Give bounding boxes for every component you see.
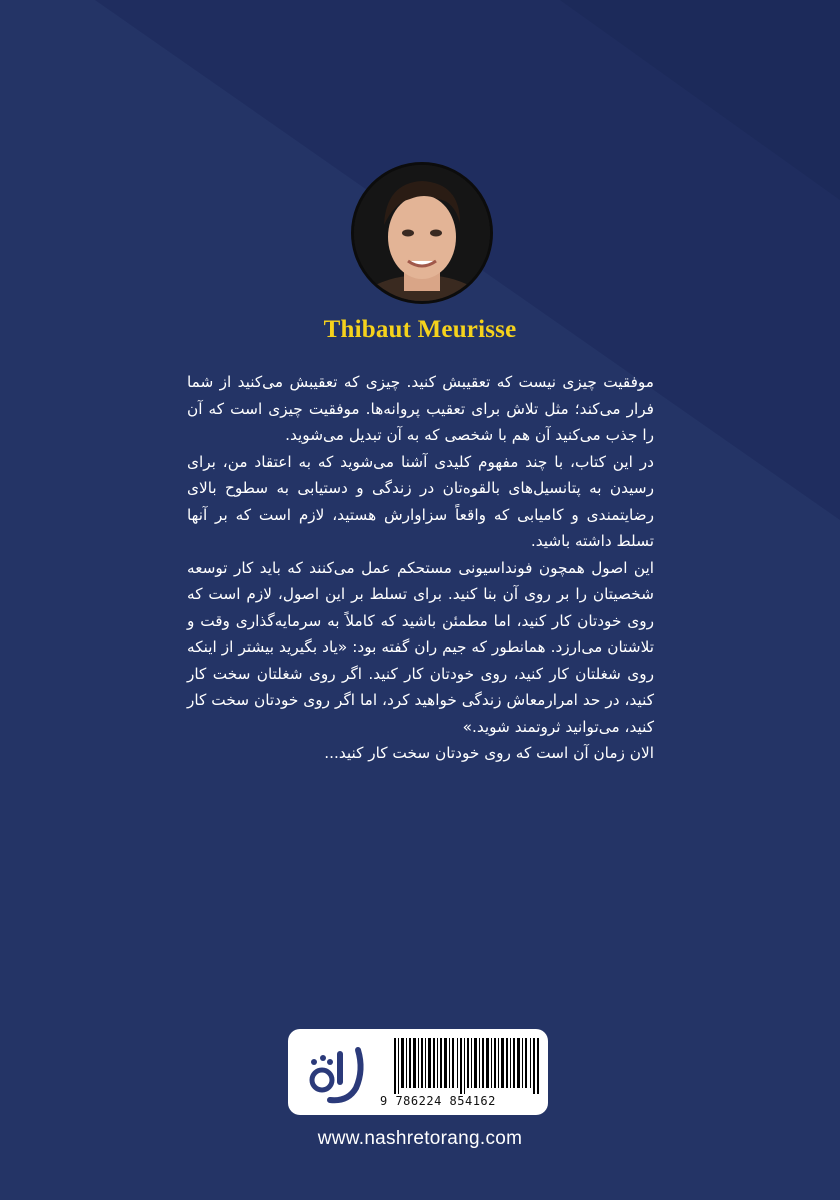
back-cover-blurb <box>187 369 654 767</box>
author-name: Thibaut Meurisse <box>323 316 517 343</box>
blurb-paragraph: در این کتاب، با چند مفهوم کلیدی آشنا می‌شوید که به اعتقاد من، برای رسیدن به پتانسیل‌های بالقوه‌تان در زندگی و دستیابی به سطوح بالای رضایتمندی و کامیابی که واقعاً سزاوارش هستید، لازم است که بر آنها تسلط داشته باشید. <box>187 452 654 550</box>
author-photo-icon <box>354 165 490 301</box>
isbn-digits: 9 786224 854162 <box>380 1094 496 1108</box>
blurb-paragraph: الان زمان آن است که روی خودتان سخت کار کنید... <box>324 744 654 762</box>
blurb-paragraph: این اصول همچون فونداسیونی مستحکم عمل می‌کنند که باید کار توسعه شخصیتان را بر روی آن بنا کنید. برای تسلط بر این اصول، لازم است که روی خودتان کار کنید، اما مطمئن باشید که کاملاً به سرمایه‌گذاری وقت و تلاشتان می‌ارزد. همانطور که جیم ران گفته بود: «یاد بگیرید بیشتر از اینکه روی شغلتان کار کنید، روی خودتان کار کنید. اگر روی شغلتان سخت کار کنید، در حد امرارمعاش زندگی خواهید کرد، اما اگر روی خودتان سخت کار کنید، می‌توانید ثروتمند شوید.» <box>187 558 654 736</box>
publisher-website[interactable]: www.nashretorang.com <box>317 1128 523 1149</box>
publisher-logo-icon <box>296 1040 374 1106</box>
blurb-paragraph: موفقیت چیزی نیست که تعقیبش کنید. چیزی که تعقیبش می‌کنید از شما فرار می‌کند؛ مثل تلاش برای تعقیب پروانه‌ها. موفقیت چیزی است که آن را جذب می‌کنید آن هم با شخصی که به آن تبدیل می‌شوید. <box>187 373 654 444</box>
isbn-barcode <box>394 1038 540 1094</box>
author-portrait <box>351 162 493 304</box>
